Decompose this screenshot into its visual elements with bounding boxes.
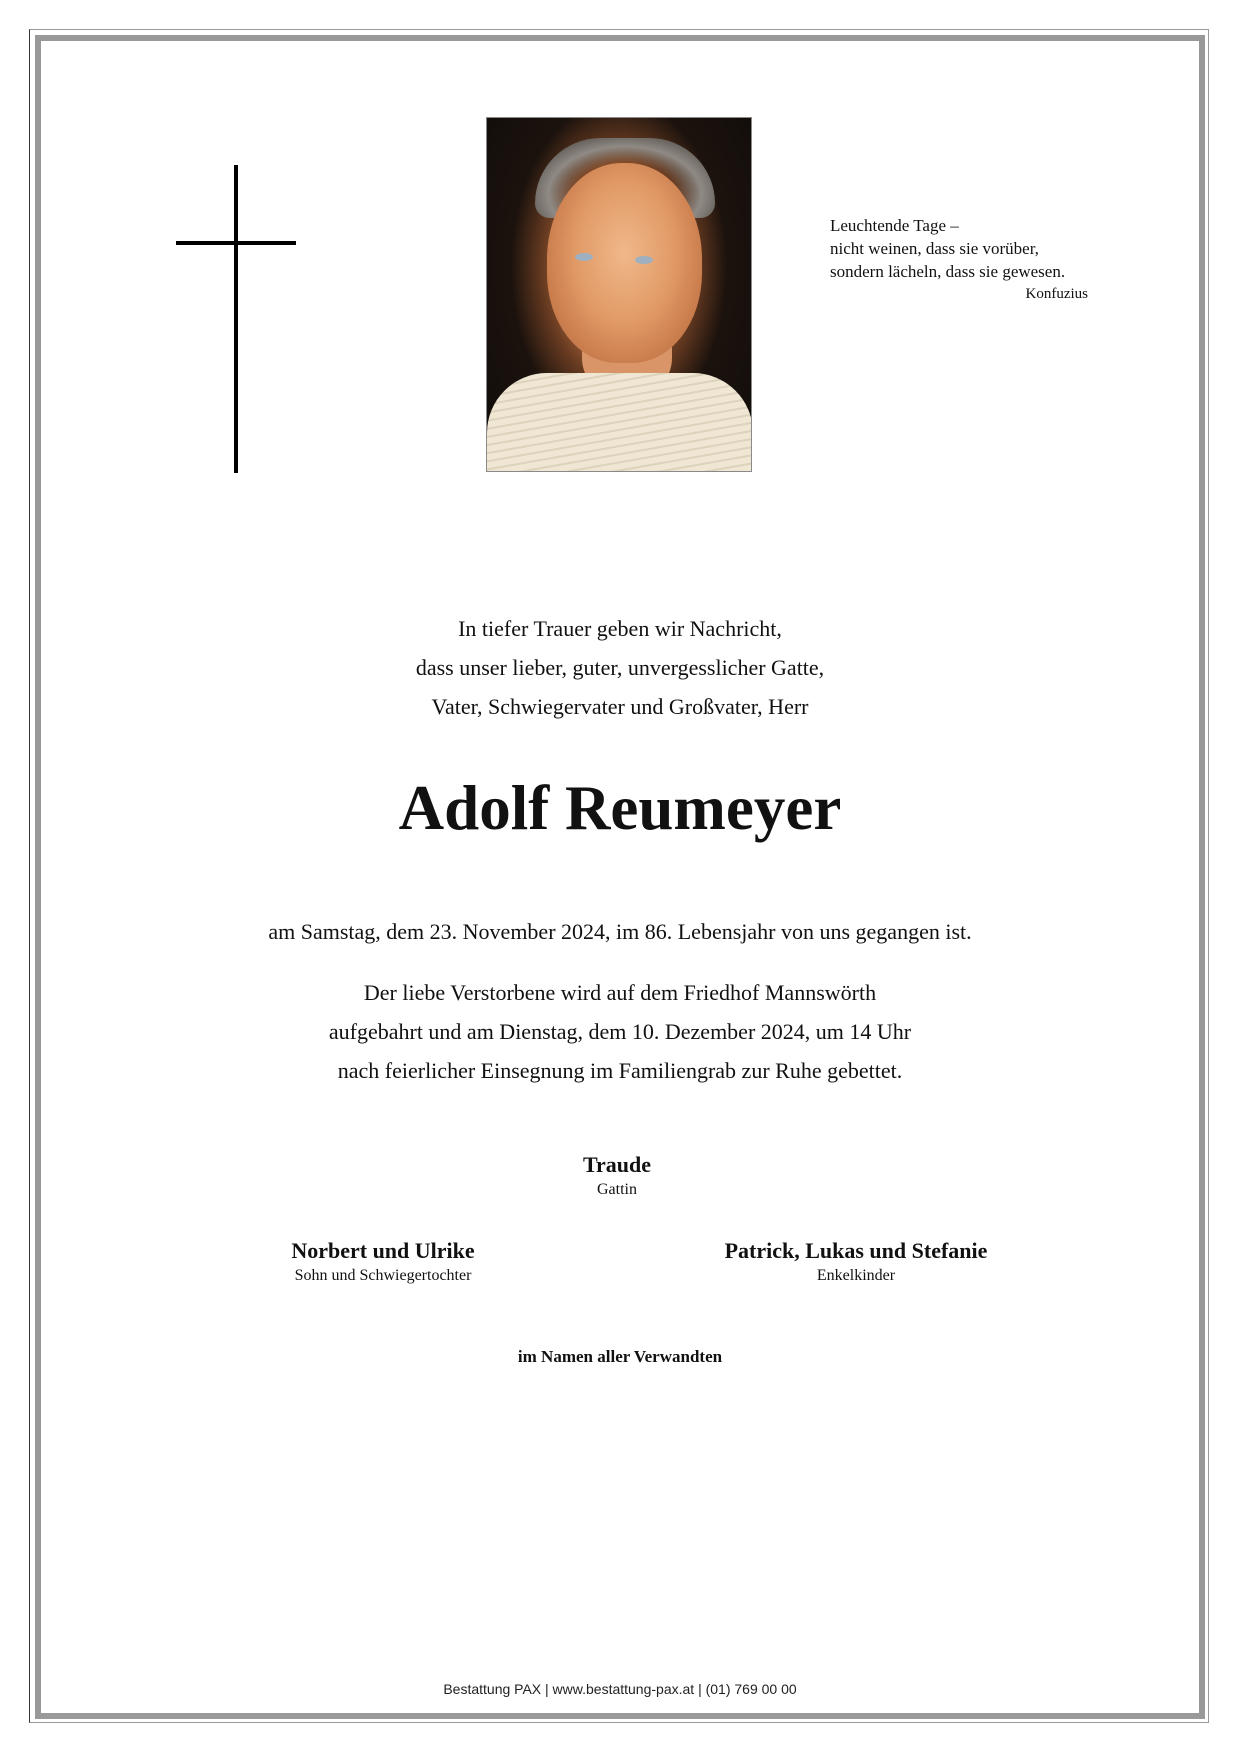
relative-name: Patrick, Lukas und Stefanie <box>724 1238 988 1263</box>
intro-line: Vater, Schwiegervater und Großvater, Herr <box>431 694 809 719</box>
quote-line: sondern lächeln, dass sie gewesen. <box>830 262 1066 281</box>
relative-role: Gattin <box>597 1181 637 1198</box>
portrait-photo <box>486 117 752 472</box>
death-date-line: am Samstag, dem 23. November 2024, im 86. Lebensjahr von uns gegangen ist. <box>268 919 972 944</box>
photo-eye-left <box>575 253 593 261</box>
relative-name: Norbert und Ulrike <box>291 1238 475 1263</box>
relative-wife <box>517 1152 717 1202</box>
burial-line: nach feierlicher Einsegnung im Familiengrab zur Ruhe gebettet. <box>337 1058 903 1083</box>
memorial-quote <box>830 214 1088 305</box>
cross-horizontal-bar <box>176 241 296 245</box>
relative-grandchildren <box>706 1238 1006 1288</box>
relative-son <box>233 1238 533 1288</box>
intro-line: In tiefer Trauer geben wir Nachricht, <box>458 616 782 641</box>
photo-face <box>547 163 702 363</box>
quote-line: Leuchtende Tage – <box>830 216 959 235</box>
quote-line: nicht weinen, dass sie vorüber, <box>830 239 1039 258</box>
photo-eye-right <box>635 256 653 264</box>
relative-role: Sohn und Schwiegertochter <box>294 1267 472 1284</box>
intro-text <box>0 609 1240 726</box>
closing-line: im Namen aller Verwandten <box>517 1347 723 1366</box>
burial-info <box>0 973 1240 1090</box>
deceased-name: Adolf Reumeyer <box>398 773 842 843</box>
burial-line: Der liebe Verstorbene wird auf dem Friedhof Mannswörth <box>363 980 877 1005</box>
quote-author: Konfuzius <box>1025 286 1088 302</box>
burial-line: aufgebahrt und am Dienstag, dem 10. Dezember 2024, um 14 Uhr <box>328 1019 912 1044</box>
photo-shirt <box>487 373 752 472</box>
cross-vertical-bar <box>234 165 238 473</box>
relative-name: Traude <box>582 1152 652 1177</box>
relative-role: Enkelkinder <box>816 1267 896 1284</box>
footer-contact: Bestattung PAX | www.bestattung-pax.at | (01) 769 00 00 <box>443 1681 797 1697</box>
cross-icon <box>176 165 296 473</box>
intro-line: dass unser lieber, guter, unvergesslicher Gatte, <box>415 655 825 680</box>
